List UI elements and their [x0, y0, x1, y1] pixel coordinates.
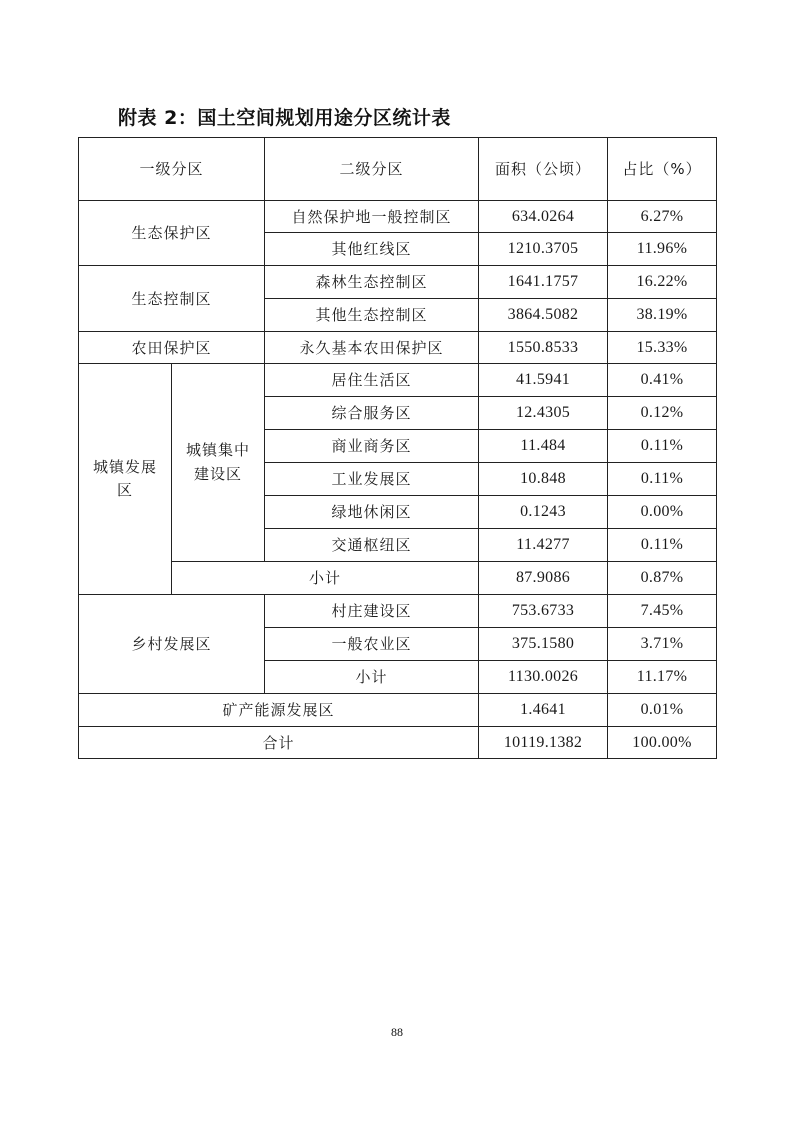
- area-cell: 1641.1757: [479, 266, 608, 299]
- area-cell: 1130.0026: [479, 661, 608, 694]
- table-row: [79, 595, 717, 628]
- header-level2: 二级分区: [265, 138, 479, 201]
- area-cell: 375.1580: [479, 628, 608, 661]
- area-cell: 753.6733: [479, 595, 608, 628]
- area-cell: 1550.8533: [479, 332, 608, 364]
- ratio-cell: 0.00%: [608, 496, 717, 529]
- area-cell: 0.1243: [479, 496, 608, 529]
- ratio-cell: 7.45%: [608, 595, 717, 628]
- ratio-cell: 0.01%: [608, 694, 717, 727]
- total-row: [79, 727, 717, 759]
- area-cell: 87.9086: [479, 562, 608, 595]
- table-row: [79, 201, 717, 233]
- area-cell: 11.484: [479, 430, 608, 463]
- area-cell: 10119.1382: [479, 727, 608, 759]
- level1-cell: 农田保护区: [79, 332, 265, 364]
- area-cell: 1.4641: [479, 694, 608, 727]
- ratio-cell: 16.22%: [608, 266, 717, 299]
- level1-text: 城镇发展区: [92, 457, 157, 499]
- page-number: 88: [391, 1025, 403, 1039]
- ratio-cell: 15.33%: [608, 332, 717, 364]
- header-ratio: 占比（%）: [608, 138, 717, 201]
- ratio-cell: 0.41%: [608, 364, 717, 397]
- level1-cell: [79, 364, 172, 595]
- header-area: 面积（公顷）: [479, 138, 608, 201]
- level2-cell: 工业发展区: [265, 463, 479, 496]
- level2-cell: 一般农业区: [265, 628, 479, 661]
- subtotal-label: 小计: [265, 661, 479, 694]
- level2-cell: 森林生态控制区: [265, 266, 479, 299]
- level2-cell: 交通枢纽区: [265, 529, 479, 562]
- header-level1: 一级分区: [79, 138, 265, 201]
- ratio-cell: 0.87%: [608, 562, 717, 595]
- area-cell: 10.848: [479, 463, 608, 496]
- area-cell: 11.4277: [479, 529, 608, 562]
- level2-cell: 居住生活区: [265, 364, 479, 397]
- table-row: [79, 332, 717, 364]
- subtotal-label: 小计: [172, 562, 479, 595]
- level1-cell: 乡村发展区: [79, 595, 265, 694]
- level1-cell: 生态保护区: [79, 201, 265, 266]
- header-row: [79, 138, 717, 201]
- ratio-cell: 6.27%: [608, 201, 717, 233]
- ratio-cell: 0.11%: [608, 463, 717, 496]
- level1-cell: 矿产能源发展区: [79, 694, 479, 727]
- ratio-cell: 3.71%: [608, 628, 717, 661]
- level2-cell: 自然保护地一般控制区: [265, 201, 479, 233]
- total-label: 合计: [79, 727, 479, 759]
- level2-cell: 绿地休闲区: [265, 496, 479, 529]
- ratio-cell: 0.11%: [608, 430, 717, 463]
- area-cell: 12.4305: [479, 397, 608, 430]
- level2-cell: 永久基本农田保护区: [265, 332, 479, 364]
- sub-zone-text: 城镇集中建设区: [185, 441, 250, 483]
- level2-cell: 商业商务区: [265, 430, 479, 463]
- level2-cell: 其他生态控制区: [265, 299, 479, 332]
- area-cell: 634.0264: [479, 201, 608, 233]
- area-cell: 1210.3705: [479, 233, 608, 266]
- table-title: 附表 2：国土空间规划用途分区统计表: [118, 107, 451, 129]
- area-cell: 3864.5082: [479, 299, 608, 332]
- ratio-cell: 0.12%: [608, 397, 717, 430]
- level2-cell: 综合服务区: [265, 397, 479, 430]
- table-row: [79, 266, 717, 299]
- table-row: [79, 694, 717, 727]
- ratio-cell: 0.11%: [608, 529, 717, 562]
- ratio-cell: 38.19%: [608, 299, 717, 332]
- area-cell: 41.5941: [479, 364, 608, 397]
- sub-zone-cell: [172, 364, 265, 562]
- ratio-cell: 11.96%: [608, 233, 717, 266]
- level2-cell: 其他红线区: [265, 233, 479, 266]
- level2-cell: 村庄建设区: [265, 595, 479, 628]
- table-row: [79, 562, 717, 595]
- table-row: [79, 364, 717, 397]
- land-use-table: [78, 137, 717, 759]
- level1-cell: 生态控制区: [79, 266, 265, 332]
- ratio-cell: 11.17%: [608, 661, 717, 694]
- ratio-cell: 100.00%: [608, 727, 717, 759]
